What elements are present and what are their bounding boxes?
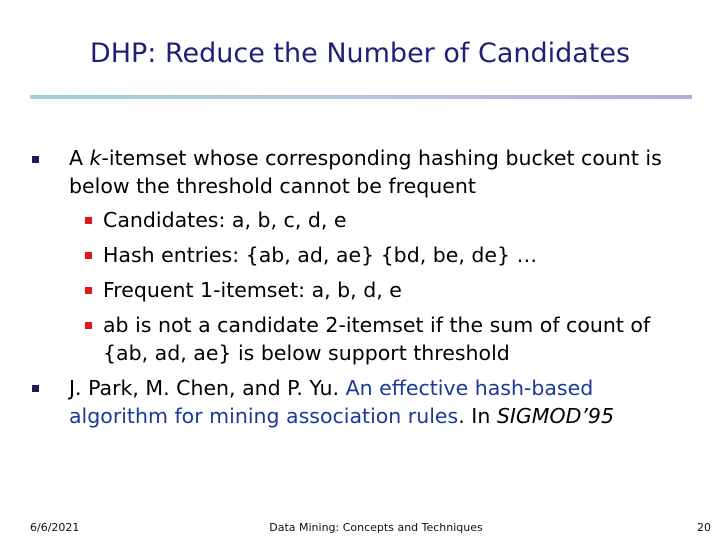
footer-title: Data Mining: Concepts and Techniques	[269, 521, 483, 534]
footer-page-number: 20	[697, 521, 711, 534]
slide-title: DHP: Reduce the Number of Candidates	[89, 38, 631, 69]
citation-venue: SIGMOD’95	[496, 404, 614, 428]
sub-bullet-frequent: Frequent 1-itemset: a, b, d, e	[103, 278, 402, 302]
title-divider	[30, 95, 692, 99]
bullet-marker	[32, 385, 39, 392]
footer-date: 6/6/2021	[30, 521, 80, 534]
sub-bullet-ab: ab is not a candidate 2-itemset if the sum of count of	[103, 313, 651, 337]
sub-bullet-candidates: Candidates: a, b, c, d, e	[103, 208, 347, 232]
bullet2-line1	[69, 374, 593, 402]
sub-bullet-marker	[85, 252, 92, 259]
bullet2-line2	[69, 402, 614, 430]
bullet1-line1-pre: A	[69, 146, 90, 170]
bullet1-k: k	[89, 146, 102, 170]
bullet1-line2: below the threshold cannot be frequent	[69, 174, 476, 198]
sub-bullet-marker	[85, 322, 92, 329]
citation-tail: . In	[458, 404, 497, 428]
bullet1-line1	[69, 144, 662, 172]
citation-authors: J. Park, M. Chen, and P. Yu.	[69, 376, 346, 400]
bullet-marker	[32, 156, 39, 163]
bullet1-line1-post: -itemset whose corresponding hashing bucket count is	[101, 146, 662, 170]
sub-bullet-hash-entries: Hash entries: {ab, ad, ae} {bd, be, de} …	[103, 243, 538, 267]
sub-bullet-marker	[85, 287, 92, 294]
citation-title-link-cont[interactable]: algorithm for mining association rules	[69, 404, 459, 428]
citation-title-link[interactable]: An effective hash-based	[345, 376, 594, 400]
sub-bullet-marker	[85, 217, 92, 224]
sub-bullet-ab-cont: {ab, ad, ae} is below support threshold	[103, 341, 510, 365]
